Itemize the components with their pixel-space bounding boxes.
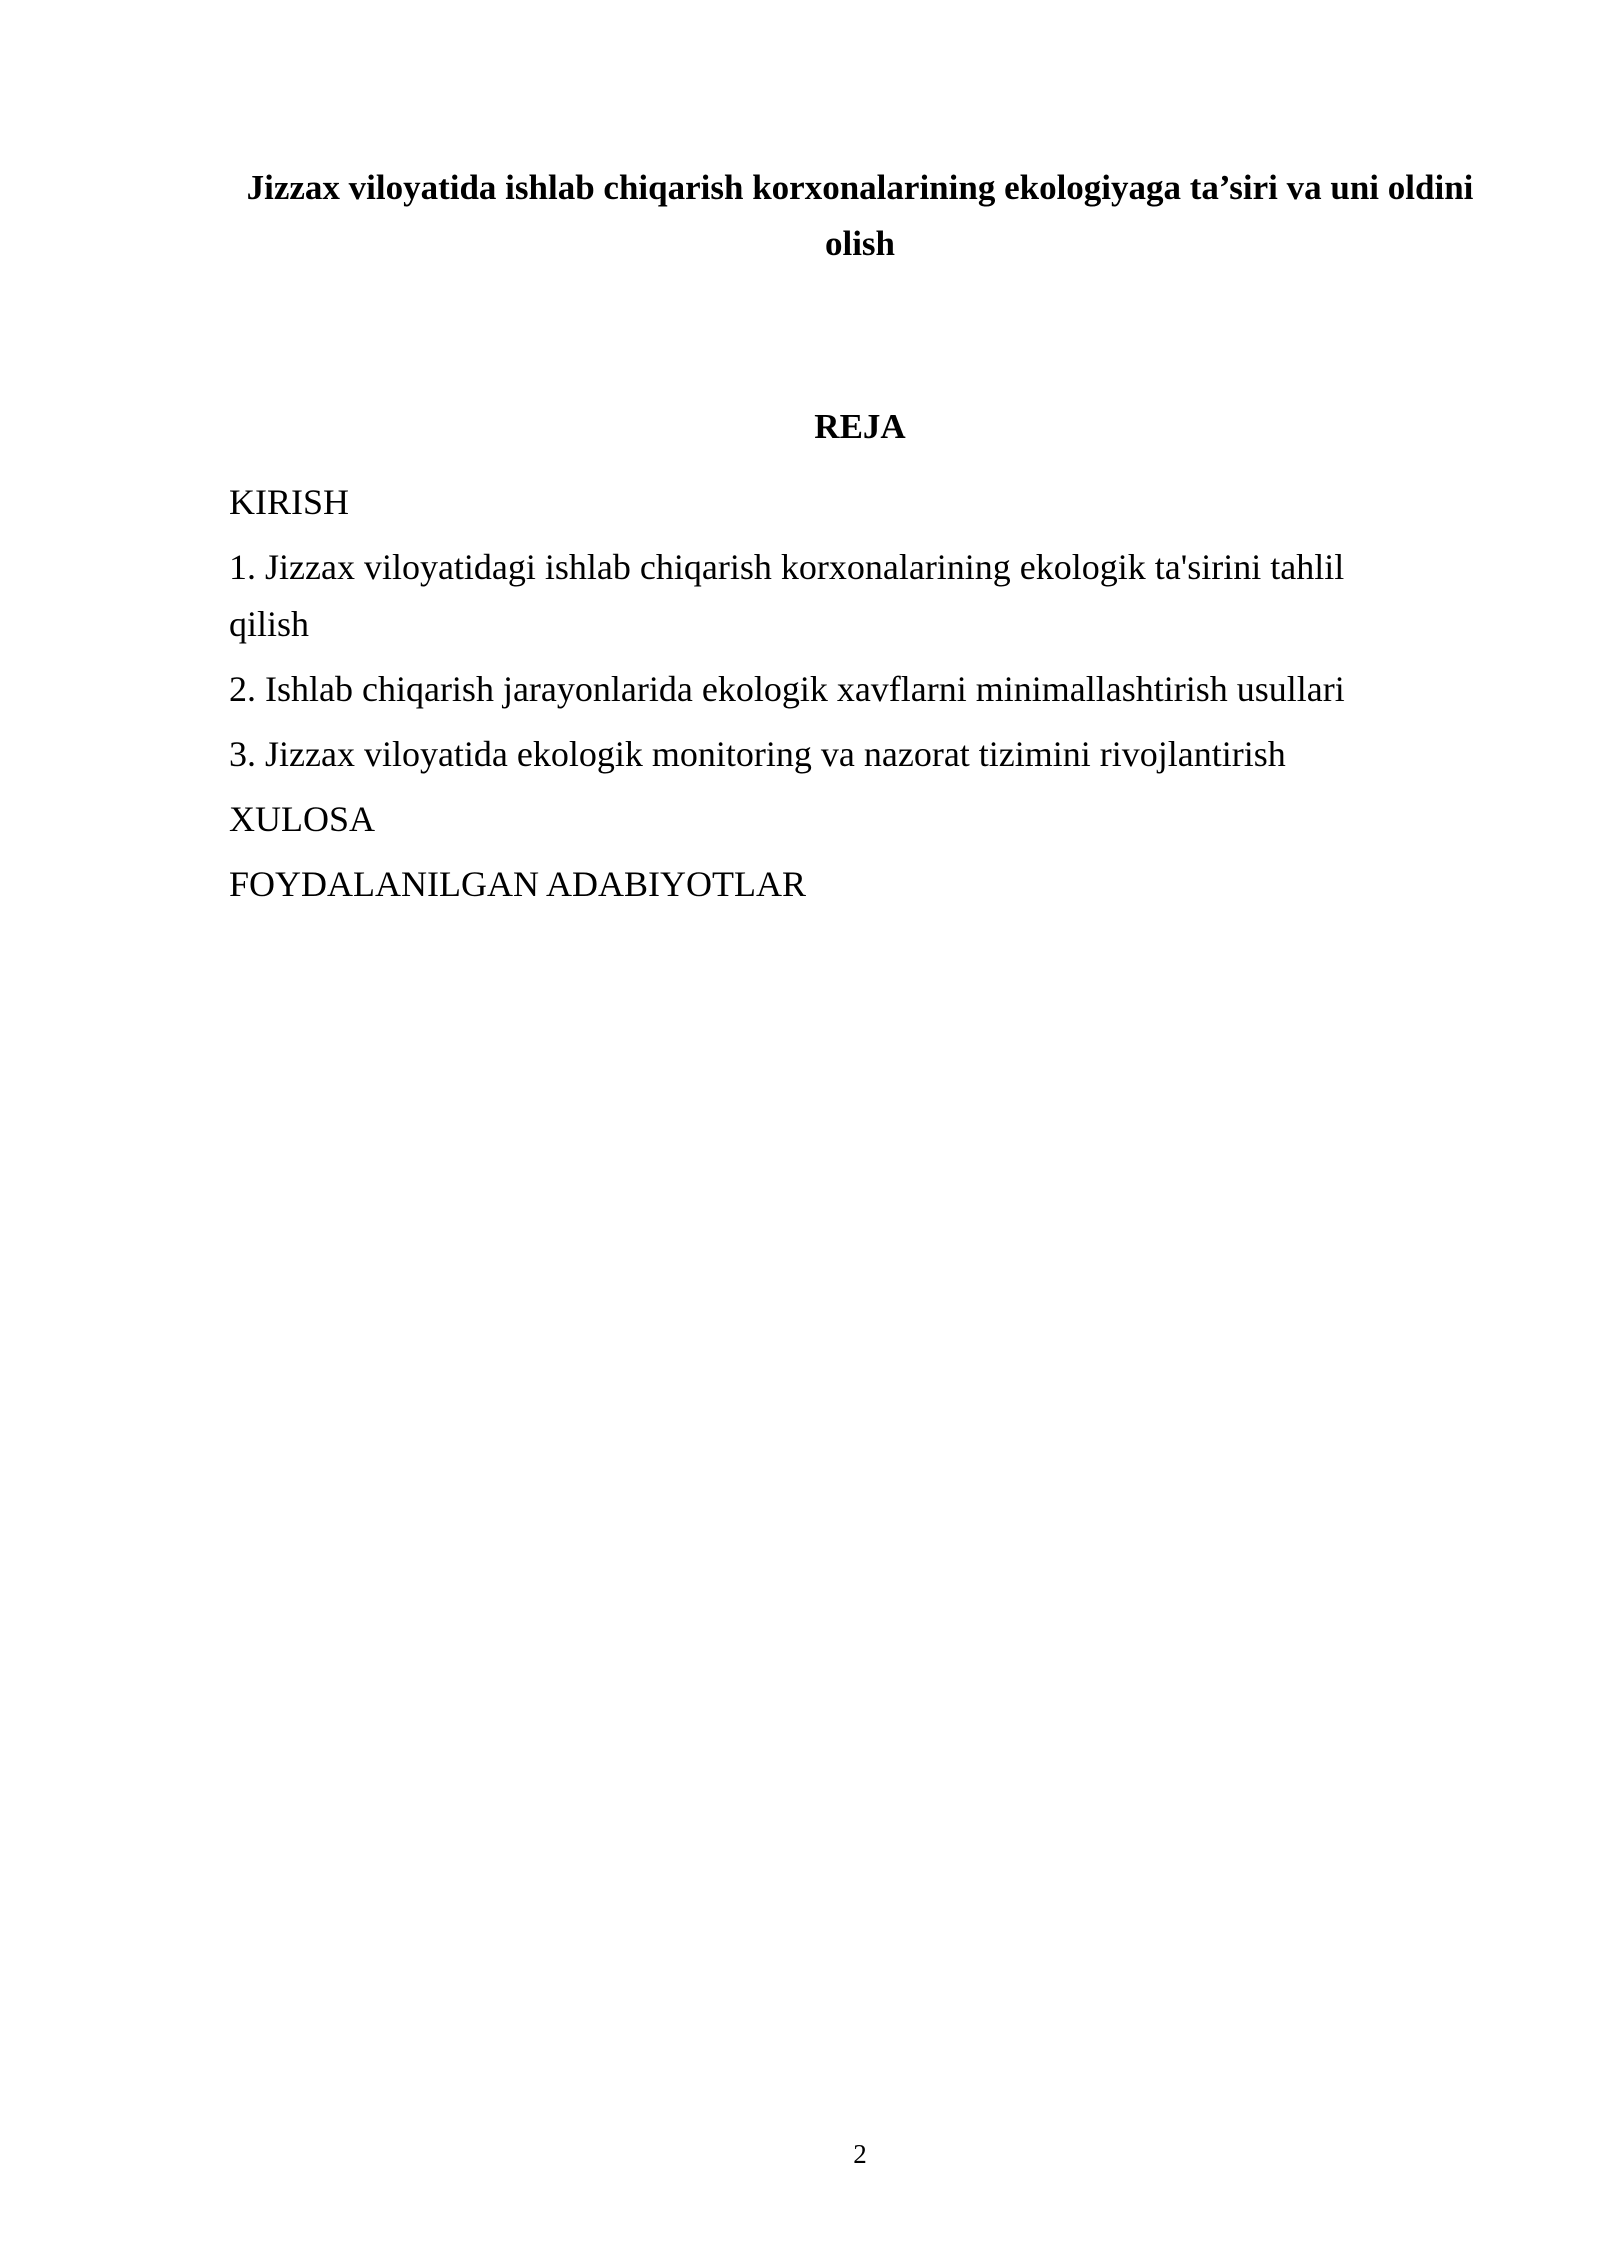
plan-item-section-2: 2. Ishlab chiqarish jarayonlarida ekologik xavflarni minimallashtirish usullari: [229, 669, 1345, 709]
plan-item-introduction: KIRISH: [229, 482, 350, 522]
document-title: Jizzax viloyatida ishlab chiqarish korxonalarining ekologiyaga ta’siri va uni oldini olish: [246, 168, 1474, 263]
plan-item-conclusion: XULOSA: [229, 799, 376, 839]
plan-list: [229, 474, 1409, 921]
page-number: 2: [853, 2139, 867, 2169]
plan-heading: REJA: [814, 407, 906, 446]
plan-item-references: FOYDALANILGAN ADABIYOTLAR: [229, 864, 806, 904]
plan-item-section-1: 1. Jizzax viloyatidagi ishlab chiqarish korxonalarining ekologik ta'sirini tahlil qilish: [229, 547, 1345, 644]
plan-item-section-3: 3. Jizzax viloyatida ekologik monitoring va nazorat tizimini rivojlantirish: [229, 734, 1286, 774]
